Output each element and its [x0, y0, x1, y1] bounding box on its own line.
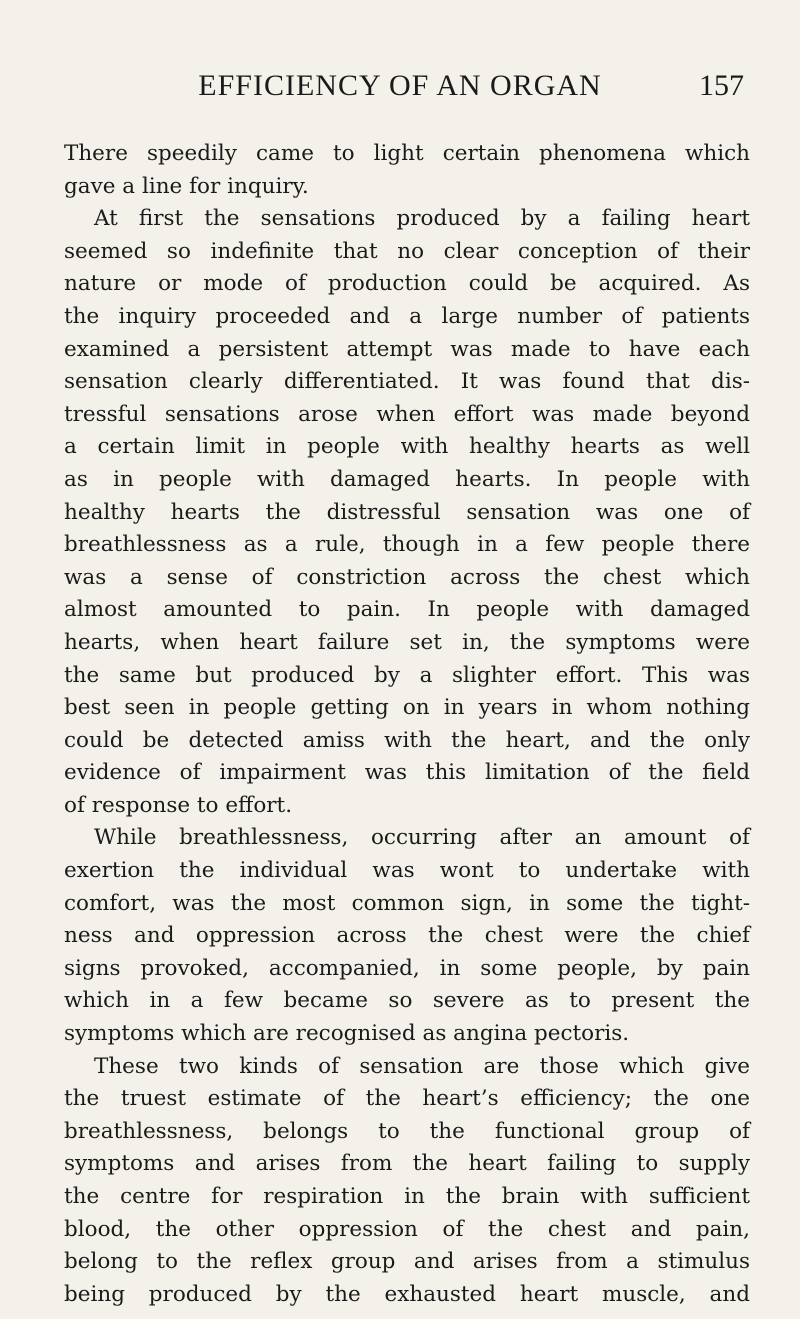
text-line: symptoms and arises from the heart failing to supply [64, 1151, 750, 1177]
text-line: sensation clearly differentiated. It was found that dis- [64, 369, 750, 395]
text-line: a certain limit in people with healthy hearts as well [64, 434, 750, 460]
text-line: tressful sensations arose when effort was made beyond [64, 401, 750, 427]
text-line: breathlessness as a rule, though in a few people there [64, 532, 750, 558]
text-line: symptoms which are recognised as angina pectoris. [64, 1021, 630, 1047]
text-line: as in people with damaged hearts. In people with [64, 466, 750, 492]
text-line: There speedily came to light certain phenomena which [64, 141, 750, 166]
text-line: nature or mode of production could be acquired. As [64, 271, 750, 297]
text-line: best seen in people getting on in years in whom nothing [64, 695, 750, 721]
text-line: which in a few became so severe as to present the [64, 988, 750, 1014]
text-line: the same but produced by a slighter effort. This was [64, 662, 750, 688]
text-line: signs provoked, accompanied, in some people, by pain [64, 955, 750, 981]
text-line: blood, the other oppression of the chest and pain, [64, 1216, 750, 1242]
text-line: comfort, was the most common sign, in some the tight- [64, 890, 750, 916]
text-line: of response to effort. [64, 792, 293, 818]
running-head [0, 66, 800, 116]
text-line: the inquiry proceeded and a large number of patients [64, 303, 750, 329]
text-line: the centre for respiration in the brain with sufficient [64, 1184, 750, 1209]
text-line: ness and oppression across the chest were the chief [64, 923, 750, 949]
text-line: the truest estimate of the heart’s efficiency; the one [64, 1086, 750, 1112]
text-line: evidence of impairment was this limitation of the field [64, 760, 750, 786]
text-line: examined a persistent attempt was made to have each [64, 336, 750, 362]
text-line: While breathlessness, occurring after an amount of [94, 825, 750, 851]
running-title: EFFICIENCY OF AN ORGAN [198, 69, 602, 102]
text-line: exertion the individual was wont to undertake with [64, 858, 750, 884]
page-number: 157 [699, 69, 744, 102]
text-line: almost amounted to pain. In people with damaged [64, 597, 750, 623]
text-line: healthy hearts the distressful sensation was one of [64, 499, 750, 525]
text-line: could be detected amiss with the heart, and the only [64, 727, 750, 753]
text-line: seemed so indefinite that no clear conception of their [64, 238, 750, 264]
text-line: gave a line for inquiry. [64, 173, 309, 199]
text-line: hearts, when heart failure set in, the symptoms were [64, 629, 750, 655]
text-line: belong to the reflex group and arises from a stimulus [64, 1249, 750, 1275]
text-line: These two kinds of sensation are those which give [94, 1053, 750, 1079]
text-line: breathlessness, belongs to the functional group of [64, 1118, 750, 1144]
text-line: was a sense of constriction across the chest which [64, 564, 750, 590]
text-line: At first the sensations produced by a failing heart [94, 206, 750, 232]
text-line: being produced by the exhausted heart muscle, and [64, 1281, 750, 1307]
body-text [64, 138, 750, 1311]
